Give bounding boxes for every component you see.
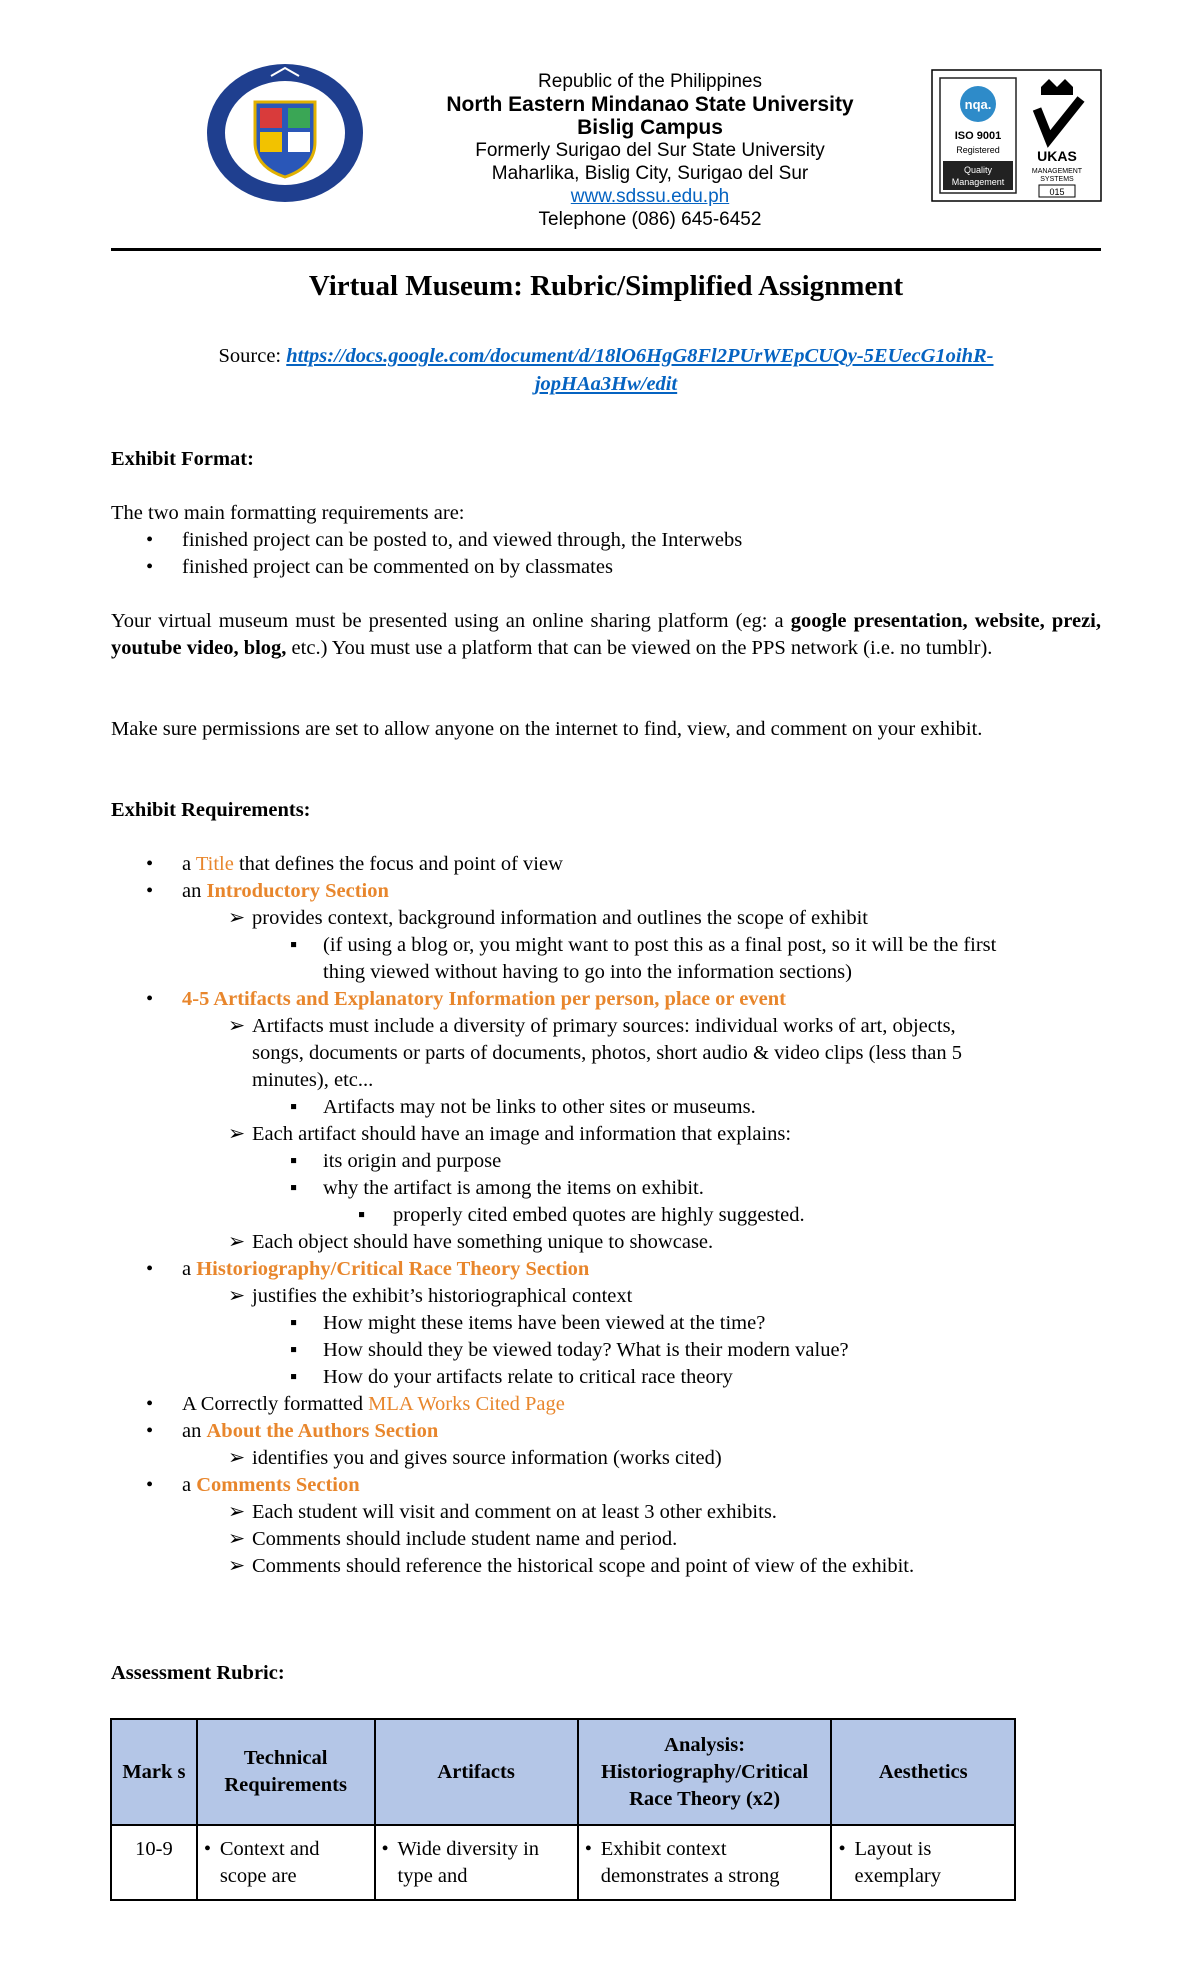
square-bullet-icon: ▪: [290, 1366, 298, 1388]
arrow-bullet-icon: ➢: [228, 1015, 246, 1037]
square-bullet-icon: ▪: [290, 1312, 298, 1334]
req-intro-sub2: (if using a blog or, you might want to post this as a final post, so it will be the first thing viewed without having to go into the information sections): [323, 934, 997, 983]
req-historiography: a Historiography/Critical Race Theory Section: [182, 1258, 590, 1280]
source-label: Source:: [218, 345, 287, 367]
col-header-aesthetics: Aesthetics: [831, 1719, 1015, 1825]
bullet-icon: •: [584, 1838, 592, 1860]
table-header-row: [111, 1719, 1015, 1825]
source-link[interactable]: https://docs.google.com/document/d/18lO6HgG8Fl2PUrWEpCUQy-5EUecG1oihR-: [286, 345, 994, 367]
req-title: a Title that defines the focus and point of view: [182, 853, 563, 875]
bullet-icon: •: [146, 1474, 154, 1496]
square-bullet-icon: ▪: [290, 1150, 298, 1172]
square-bullet-icon: ▪: [358, 1204, 366, 1226]
arrow-bullet-icon: ➢: [228, 1231, 246, 1253]
arrow-bullet-icon: ➢: [228, 1528, 246, 1550]
req-hist-q3: How do your artifacts relate to critical race theory: [323, 1366, 733, 1388]
svg-text:MANAGEMENT: MANAGEMENT: [1031, 168, 1083, 175]
university-seal-logo: [205, 62, 365, 204]
rubric-heading: Assessment Rubric:: [111, 1662, 285, 1684]
bullet-icon: •: [146, 988, 154, 1010]
req-intro: an Introductory Section: [182, 880, 389, 902]
req-about-sub: identifies you and gives source information (works cited): [252, 1447, 722, 1469]
arrow-bullet-icon: ➢: [228, 907, 246, 929]
square-bullet-icon: ▪: [290, 934, 298, 956]
req-artifacts-sub2b: why the artifact is among the items on exhibit.: [323, 1177, 704, 1199]
arrow-bullet-icon: ➢: [228, 1285, 246, 1307]
requirements-heading: Exhibit Requirements:: [111, 799, 311, 821]
format-intro: The two main formatting requirements are:: [111, 502, 465, 524]
header-divider: [111, 248, 1101, 251]
col-header-marks: Mark s: [111, 1719, 197, 1825]
svg-text:Quality: Quality: [963, 165, 993, 175]
source-line: [111, 342, 1101, 398]
arrow-bullet-icon: ➢: [228, 1447, 246, 1469]
bullet-icon: •: [146, 1420, 154, 1442]
telephone-line: Telephone (086) 645-6452: [538, 209, 762, 230]
cell-mark: 10-9: [111, 1825, 197, 1900]
cell-analysis: • Exhibit context demonstrates a strong: [578, 1825, 832, 1900]
svg-text:Registered: Registered: [956, 145, 1000, 155]
req-hist-q2: How should they be viewed today? What is their modern value?: [323, 1339, 849, 1361]
address-line: Maharlika, Bislig City, Surigao del Sur: [491, 163, 809, 184]
req-artifacts: 4-5 Artifacts and Explanatory Information per person, place or event: [182, 988, 786, 1010]
bullet-icon: •: [838, 1838, 846, 1860]
req-comments-sub3: Comments should reference the historical scope and point of view of the exhibit.: [252, 1555, 915, 1577]
bullet-icon: •: [146, 880, 154, 902]
req-hist-q1: How might these items have been viewed at the time?: [323, 1312, 766, 1334]
req-mla: A Correctly formatted MLA Works Cited Page: [182, 1393, 565, 1415]
university-name: North Eastern Mindanao State University: [446, 93, 854, 116]
bullet-icon: •: [381, 1838, 389, 1860]
svg-text:ISO 9001: ISO 9001: [954, 130, 1002, 142]
source-link-cont[interactable]: jopHAa3Hw/edit: [534, 373, 678, 395]
req-artifacts-sub1: Artifacts must include a diversity of primary sources: individual works of art, objects, songs, documents or parts of documents, photos, short audio & video clips (less than 5 minutes), etc...: [252, 1015, 963, 1091]
bullet-icon: •: [146, 853, 154, 875]
svg-text:nqa.: nqa.: [964, 97, 992, 112]
req-artifacts-sub2a: its origin and purpose: [323, 1150, 502, 1172]
formerly-line: Formerly Surigao del Sur State University: [475, 140, 825, 161]
table-row: [111, 1825, 1015, 1900]
req-about: an About the Authors Section: [182, 1420, 439, 1442]
col-header-analysis: Analysis: Historiography/Critical Race Theory (x2): [578, 1719, 832, 1825]
document-title: Virtual Museum: Rubric/Simplified Assignment: [308, 270, 904, 302]
req-artifacts-sub2: Each artifact should have an image and information that explains:: [252, 1123, 792, 1145]
letterhead: [380, 70, 920, 231]
rubric-table: [110, 1718, 1016, 1901]
platform-paragraph: Your virtual museum must be presented using an online sharing platform (eg: a google presentation, website, prezi, youtube video, blog, etc.) You must use a platform that can be viewed on the PPS network (i.e. no tumblr).: [111, 610, 1101, 659]
exhibit-format-heading: Exhibit Format:: [111, 448, 254, 470]
req-hist-sub: justifies the exhibit’s historiographical context: [252, 1285, 633, 1307]
req-artifacts-sub1a: Artifacts may not be links to other sites or museums.: [323, 1096, 756, 1118]
cell-aesthetics: • Layout is exemplary: [831, 1825, 1015, 1900]
col-header-technical: Technical Requirements: [197, 1719, 375, 1825]
col-header-artifacts: Artifacts: [375, 1719, 578, 1825]
svg-text:Management: Management: [951, 177, 1005, 187]
format-bullet-1: finished project can be posted to, and viewed through, the Interwebs: [182, 529, 743, 551]
campus-name: Bislig Campus: [577, 116, 723, 139]
arrow-bullet-icon: ➢: [228, 1123, 246, 1145]
req-artifacts-sub2b1: properly cited embed quotes are highly suggested.: [393, 1204, 805, 1226]
format-bullet-2: finished project can be commented on by classmates: [182, 556, 613, 578]
arrow-bullet-icon: ➢: [228, 1555, 246, 1577]
svg-text:015: 015: [1049, 187, 1065, 197]
req-comments: a Comments Section: [182, 1474, 360, 1496]
svg-text:SYSTEMS: SYSTEMS: [1040, 176, 1074, 183]
req-comments-sub2: Comments should include student name and period.: [252, 1528, 678, 1550]
svg-text:UKAS: UKAS: [1037, 148, 1077, 164]
arrow-bullet-icon: ➢: [228, 1501, 246, 1523]
permissions-paragraph: Make sure permissions are set to allow anyone on the internet to find, view, and comment on your exhibit.: [111, 718, 983, 740]
iso-certification-logo: [931, 69, 1102, 202]
republic-line: Republic of the Philippines: [538, 71, 762, 92]
req-comments-sub1: Each student will visit and comment on at least 3 other exhibits.: [252, 1501, 777, 1523]
bullet-icon: •: [146, 1393, 154, 1415]
website-link[interactable]: www.sdssu.edu.ph: [570, 186, 730, 207]
bullet-icon: •: [146, 556, 154, 578]
bullet-icon: •: [203, 1838, 212, 1860]
square-bullet-icon: ▪: [290, 1339, 298, 1361]
bullet-icon: •: [146, 1258, 154, 1280]
cell-artifacts: • Wide diversity in type and: [375, 1825, 578, 1900]
bullet-icon: •: [146, 529, 154, 551]
cell-technical: • Context and scope are: [197, 1825, 375, 1900]
square-bullet-icon: ▪: [290, 1177, 298, 1199]
req-intro-sub: provides context, background information and outlines the scope of exhibit: [252, 907, 868, 929]
square-bullet-icon: ▪: [290, 1096, 298, 1118]
req-artifacts-sub3: Each object should have something unique to showcase.: [252, 1231, 714, 1253]
